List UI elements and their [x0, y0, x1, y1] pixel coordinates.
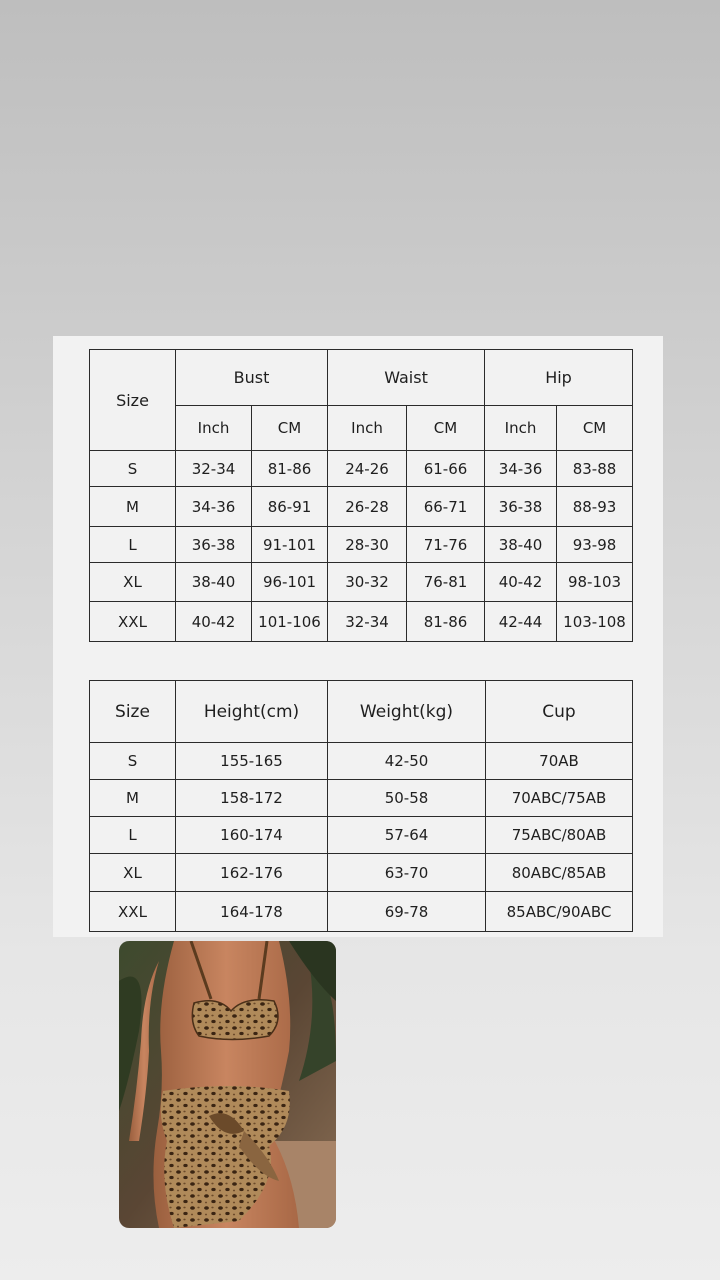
size-cell: XL: [90, 854, 176, 892]
table-row: [90, 817, 633, 854]
size-cell: S: [90, 451, 176, 487]
cup-cell: 70ABC/75AB: [486, 780, 633, 817]
bust-inch-cell: 40-42: [176, 602, 252, 642]
waist-inch-cell: 32-34: [328, 602, 407, 642]
weight-cell: 57-64: [328, 817, 486, 854]
table-row: [90, 527, 633, 563]
bust-cm-cell: 96-101: [252, 563, 328, 602]
size-cell: XXL: [90, 892, 176, 932]
bust-cm-cell: 91-101: [252, 527, 328, 563]
waist-cm-cell: 81-86: [407, 602, 485, 642]
bust-inch-cell: 38-40: [176, 563, 252, 602]
size-cell: M: [90, 487, 176, 527]
product-photo[interactable]: [119, 941, 336, 1228]
weight-cell: 50-58: [328, 780, 486, 817]
hip-header: Hip: [485, 350, 633, 406]
bust-cm-cell: 81-86: [252, 451, 328, 487]
bust-cm-cell: 86-91: [252, 487, 328, 527]
height-cell: 155-165: [176, 743, 328, 780]
waist-cm-cell: 76-81: [407, 563, 485, 602]
weight-cell: 63-70: [328, 854, 486, 892]
table-row: [90, 602, 633, 642]
hip-inch-cell: 38-40: [485, 527, 557, 563]
waist-cm-header: CM: [407, 406, 485, 451]
size-cell: L: [90, 817, 176, 854]
height-header: Height(cm): [176, 681, 328, 743]
weight-cell: 69-78: [328, 892, 486, 932]
bust-inch-cell: 32-34: [176, 451, 252, 487]
cup-cell: 75ABC/80AB: [486, 817, 633, 854]
table-row: [90, 487, 633, 527]
hip-cm-cell: 98-103: [557, 563, 633, 602]
hip-inch-cell: 34-36: [485, 451, 557, 487]
size-cell: XL: [90, 563, 176, 602]
hip-cm-cell: 88-93: [557, 487, 633, 527]
hip-inch-cell: 40-42: [485, 563, 557, 602]
measurement-table: [89, 349, 633, 642]
table-row: [90, 854, 633, 892]
size-header: Size: [90, 350, 176, 451]
size-cell: M: [90, 780, 176, 817]
waist-inch-cell: 24-26: [328, 451, 407, 487]
body-fit-table: [89, 680, 633, 932]
bust-header: Bust: [176, 350, 328, 406]
cup-cell: 85ABC/90ABC: [486, 892, 633, 932]
waist-header: Waist: [328, 350, 485, 406]
bust-cm-header: CM: [252, 406, 328, 451]
size-header: Size: [90, 681, 176, 743]
weight-cell: 42-50: [328, 743, 486, 780]
cup-cell: 80ABC/85AB: [486, 854, 633, 892]
size-chart-sheet: [53, 336, 663, 937]
hip-cm-cell: 83-88: [557, 451, 633, 487]
cup-cell: 70AB: [486, 743, 633, 780]
table-row: [90, 563, 633, 602]
size-cell: L: [90, 527, 176, 563]
cup-header: Cup: [486, 681, 633, 743]
waist-cm-cell: 71-76: [407, 527, 485, 563]
height-cell: 164-178: [176, 892, 328, 932]
hip-inch-cell: 42-44: [485, 602, 557, 642]
bust-inch-header: Inch: [176, 406, 252, 451]
bust-inch-cell: 34-36: [176, 487, 252, 527]
bust-cm-cell: 101-106: [252, 602, 328, 642]
hip-inch-header: Inch: [485, 406, 557, 451]
hip-inch-cell: 36-38: [485, 487, 557, 527]
waist-cm-cell: 61-66: [407, 451, 485, 487]
waist-inch-cell: 26-28: [328, 487, 407, 527]
waist-inch-cell: 30-32: [328, 563, 407, 602]
hip-cm-cell: 103-108: [557, 602, 633, 642]
waist-inch-header: Inch: [328, 406, 407, 451]
size-cell: S: [90, 743, 176, 780]
hip-cm-header: CM: [557, 406, 633, 451]
waist-cm-cell: 66-71: [407, 487, 485, 527]
height-cell: 158-172: [176, 780, 328, 817]
table-row: [90, 743, 633, 780]
table-row: [90, 892, 633, 932]
table-row: [90, 451, 633, 487]
product-photo-illustration: [119, 941, 336, 1228]
height-cell: 160-174: [176, 817, 328, 854]
waist-inch-cell: 28-30: [328, 527, 407, 563]
size-cell: XXL: [90, 602, 176, 642]
hip-cm-cell: 93-98: [557, 527, 633, 563]
height-cell: 162-176: [176, 854, 328, 892]
weight-header: Weight(kg): [328, 681, 486, 743]
table-row: [90, 780, 633, 817]
bust-inch-cell: 36-38: [176, 527, 252, 563]
